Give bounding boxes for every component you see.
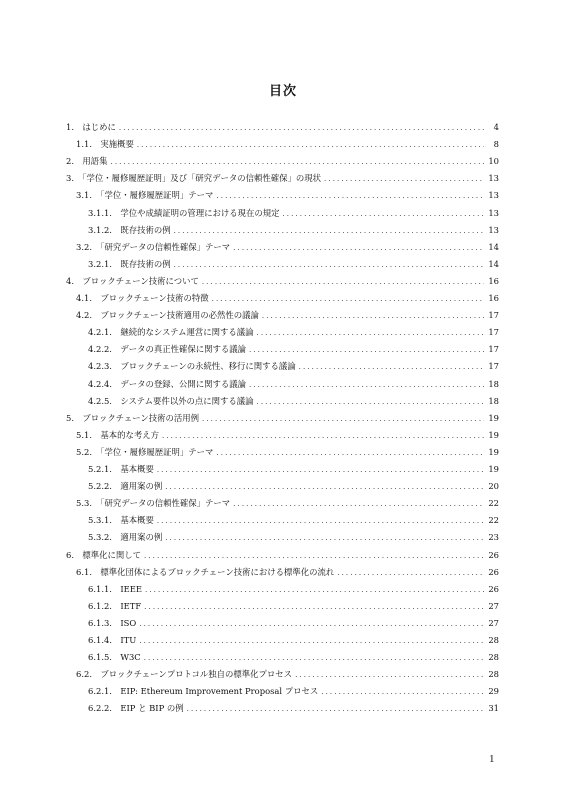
toc-entry[interactable]	[76, 241, 499, 253]
toc-entry-page: 23	[488, 532, 499, 542]
toc-entry-page: 19	[488, 464, 499, 474]
toc-entry-title: 6.1.2. IETF	[88, 601, 142, 611]
toc-dot-leader	[282, 208, 484, 220]
toc-entry[interactable]	[76, 309, 499, 321]
toc-entry[interactable]	[88, 343, 499, 355]
toc-dot-leader	[216, 447, 484, 459]
page-title: 目次	[268, 84, 297, 99]
toc-entry-title: 6.1.3. ISO	[88, 618, 137, 628]
toc-entry-page: 19	[488, 413, 499, 423]
toc-entry[interactable]	[76, 292, 499, 304]
toc-entry[interactable]	[66, 155, 499, 167]
toc-entry[interactable]	[76, 566, 499, 578]
toc-dot-leader	[137, 139, 484, 151]
toc-entry-page: 13	[488, 225, 499, 235]
toc-entry-page: 22	[488, 515, 499, 525]
toc-entry[interactable]	[76, 668, 499, 680]
toc-dot-leader	[139, 635, 484, 647]
toc-dot-leader	[165, 481, 484, 493]
toc-entry[interactable]	[88, 207, 499, 219]
toc-entry-title: 3.2. 「研究データの信頼性確保」テーマ	[76, 242, 231, 252]
toc-entry[interactable]	[88, 531, 499, 543]
toc-entry-page: 17	[488, 361, 499, 371]
toc-entry-title: 6.2.1. EIP: Ethereum Improvement Proposal プロセス	[88, 686, 319, 696]
toc-entry-page: 18	[488, 379, 499, 389]
toc-entry-title: 6. 標準化に関して	[66, 550, 141, 560]
toc-dot-leader	[233, 498, 484, 510]
toc-dot-leader	[174, 225, 484, 237]
toc-dot-leader	[157, 464, 484, 476]
toc-dot-leader	[262, 310, 484, 322]
toc-dot-leader	[202, 413, 484, 425]
toc-entry-title: 5.2.2. 適用案の例	[88, 481, 163, 491]
toc-entry-title: 4.2.5. システム要件以外の点に関する議論	[88, 396, 254, 406]
toc-entry-title: 3.1. 「学位・履修履歴証明」テーマ	[76, 190, 214, 200]
toc-entry-title: 1. はじめに	[66, 122, 116, 132]
toc-entry-page: 14	[488, 259, 499, 269]
toc-entry-title: 4.2.3. ブロックチェーンの永続性、移行に関する議論	[88, 361, 296, 371]
toc-entry-title: 6.2. ブロックチェーンプロトコル独自の標準化プロセス	[76, 669, 293, 679]
toc-entry[interactable]	[88, 600, 499, 612]
toc-entry-page: 26	[488, 584, 499, 594]
toc-dot-leader	[119, 122, 484, 134]
toc-dot-leader	[249, 344, 484, 356]
toc-entry-title: 5. ブロックチェーン技術の活用例	[66, 413, 200, 423]
toc-entry-page: 16	[488, 276, 499, 286]
toc-dot-leader	[299, 361, 484, 373]
toc-dot-leader	[144, 601, 484, 613]
toc-entry[interactable]	[88, 224, 499, 236]
toc-dot-leader	[162, 430, 484, 442]
toc-dot-leader	[165, 532, 484, 544]
toc-entry-title: 6.1.1. IEEE	[88, 584, 142, 594]
toc-entry-title: 4.2.1. 継続的なシステム運営に関する議論	[88, 327, 254, 337]
toc-entry[interactable]	[76, 446, 499, 458]
toc-entry-page: 28	[488, 635, 499, 645]
toc-entry-title: 5.3.1. 基本概要	[88, 515, 154, 525]
toc-entry-page: 17	[488, 344, 499, 354]
toc-entry-page: 16	[488, 293, 499, 303]
toc-entry-page: 22	[488, 498, 499, 508]
toc-dot-leader	[145, 584, 484, 596]
toc-entry[interactable]	[88, 258, 499, 270]
toc-entry[interactable]	[88, 326, 499, 338]
toc-dot-leader	[212, 293, 484, 305]
toc-entry[interactable]	[88, 583, 499, 595]
toc-dot-leader	[337, 567, 484, 579]
toc-dot-leader	[257, 396, 484, 408]
toc-entry[interactable]	[88, 514, 499, 526]
toc-entry-title: 5.2. 「学位・履修履歴証明」テーマ	[76, 447, 214, 457]
toc-entry-page: 20	[488, 481, 499, 491]
toc-dot-leader	[139, 618, 484, 630]
toc-entry[interactable]	[66, 121, 499, 133]
toc-entry[interactable]	[88, 378, 499, 390]
toc-entry[interactable]	[76, 497, 499, 509]
toc-entry-title: 6.1.4. ITU	[88, 635, 137, 645]
toc-dot-leader	[233, 242, 484, 254]
toc-entry-title: 5.3. 「研究データの信頼性確保」テーマ	[76, 498, 231, 508]
toc-dot-leader	[187, 703, 484, 715]
toc-dot-leader	[216, 190, 484, 202]
toc-entry-page: 19	[488, 447, 499, 457]
toc-entry[interactable]	[88, 634, 499, 646]
toc-entry-page: 26	[488, 567, 499, 577]
toc-entry-page: 8	[493, 139, 499, 149]
toc-entry-title: 5.1. 基本的な考え方	[76, 430, 159, 440]
toc-entry[interactable]	[88, 395, 499, 407]
toc-dot-leader	[144, 652, 484, 664]
toc-entry-page: 13	[488, 190, 499, 200]
toc-entry-title: 4. ブロックチェーン技術について	[66, 276, 199, 286]
toc-entry-title: 3. 「学位・履修履歴証明」及び「研究データの信頼性確保」の現状	[66, 173, 322, 183]
toc-entry-title: 6.1. 標準化団体によるブロックチェーン技術における標準化の流れ	[76, 567, 335, 577]
page-number: 1	[489, 753, 495, 765]
toc-entry-page: 17	[488, 310, 499, 320]
toc-entry[interactable]	[88, 685, 499, 697]
toc-entry-title: 2. 用語集	[66, 156, 108, 166]
toc-entry[interactable]	[88, 463, 499, 475]
toc-entry[interactable]	[76, 429, 499, 441]
toc-entry-title: 3.2.1. 既存技術の例	[88, 259, 171, 269]
toc-entry[interactable]	[76, 189, 499, 201]
toc-entry-title: 5.2.1. 基本概要	[88, 464, 154, 474]
toc-entry-title: 4.2. ブロックチェーン技術適用の必然性の議論	[76, 310, 259, 320]
toc-entry[interactable]	[88, 360, 499, 372]
toc-entry-title: 6.1.5. W3C	[88, 652, 141, 662]
toc-entry-page: 13	[488, 208, 499, 218]
toc-dot-leader	[144, 550, 484, 562]
toc-dot-leader	[157, 515, 484, 527]
toc-entry-page: 26	[488, 550, 499, 560]
toc-entry-page: 14	[488, 242, 499, 252]
toc-dot-leader	[257, 327, 484, 339]
toc-entry-title: 4.1. ブロックチェーン技術の特徴	[76, 293, 209, 303]
toc-entry[interactable]	[76, 138, 499, 150]
toc-dot-leader	[324, 173, 484, 185]
toc-entry[interactable]	[66, 412, 499, 424]
toc-entry[interactable]	[66, 275, 499, 287]
toc-entry[interactable]	[66, 172, 499, 184]
toc-entry-page: 27	[488, 601, 499, 611]
toc-entry-page: 4	[493, 122, 499, 132]
toc-entry[interactable]	[88, 480, 499, 492]
toc-entry-page: 10	[488, 156, 499, 166]
toc-dot-leader	[111, 156, 485, 168]
toc-entry-title: 4.2.2. データの真正性確保に関する議論	[88, 344, 246, 354]
toc-entry-page: 18	[488, 396, 499, 406]
toc-entry[interactable]	[66, 549, 499, 561]
toc-entry-page: 31	[488, 703, 499, 713]
toc-entry-page: 28	[488, 669, 499, 679]
toc-entry-page: 28	[488, 652, 499, 662]
toc-entry[interactable]	[88, 702, 499, 714]
toc-entry-page: 19	[488, 430, 499, 440]
toc-entry-page: 29	[488, 686, 499, 696]
toc-entry-title: 3.1.2. 既存技術の例	[88, 225, 171, 235]
toc-dot-leader	[321, 686, 484, 698]
toc-dot-leader	[174, 259, 484, 271]
toc-entry-title: 6.2.2. EIP と BIP の例	[88, 703, 184, 713]
toc-entry-title: 5.3.2. 適用案の例	[88, 532, 163, 542]
toc-entry-title: 3.1.1. 学位や成績証明の管理における現在の規定	[88, 208, 280, 218]
toc-entry-title: 1.1. 実施概要	[76, 139, 134, 149]
toc-dot-leader	[249, 379, 484, 391]
toc-dot-leader	[295, 669, 484, 681]
toc-entry-page: 17	[488, 327, 499, 337]
toc-entry[interactable]	[88, 617, 499, 629]
toc-entry[interactable]	[88, 651, 499, 663]
toc-entry-page: 27	[488, 618, 499, 628]
toc-dot-leader	[202, 276, 484, 288]
toc-entry-title: 4.2.4. データの登録、公開に関する議論	[88, 379, 246, 389]
toc-entry-page: 13	[488, 173, 499, 183]
